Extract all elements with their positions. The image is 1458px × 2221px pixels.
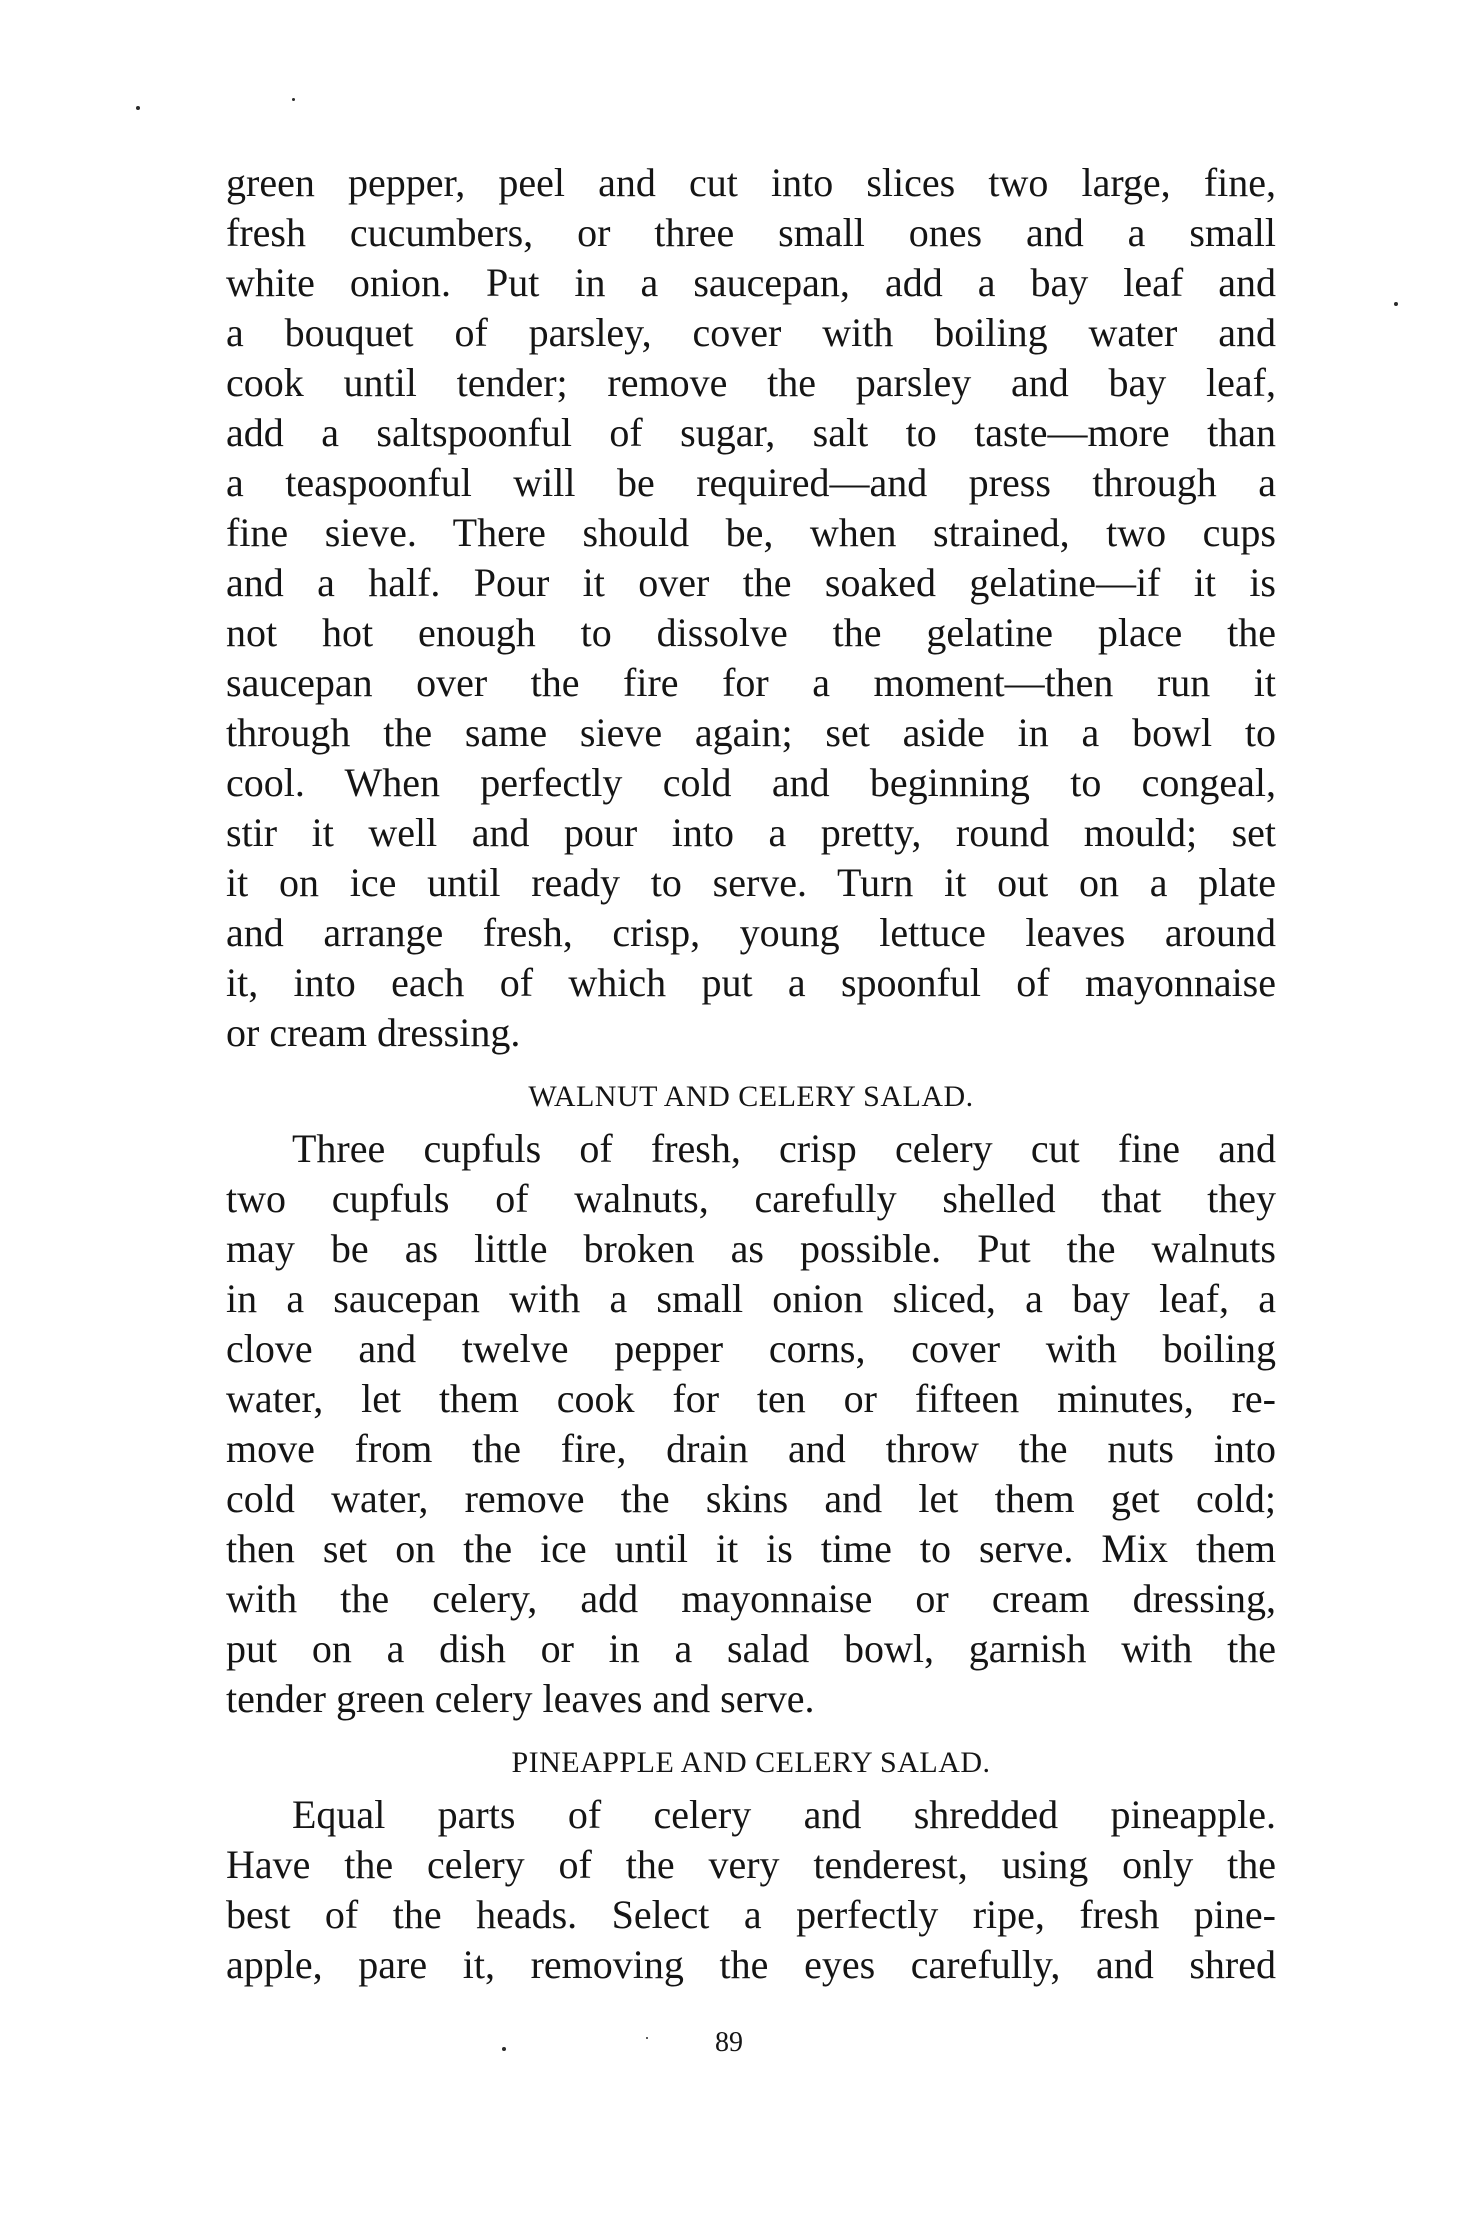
- text-line: then set on the ice until it is time to serve. Mix them: [226, 1526, 1276, 1571]
- text-line: and arrange fresh, crisp, young lettuce leaves around: [226, 910, 1276, 955]
- text-line: white onion. Put in a saucepan, add a bay leaf and: [226, 260, 1276, 305]
- text-line: tender green celery leaves and serve.: [226, 1676, 815, 1721]
- text-line: best of the heads. Select a perfectly ripe, fresh pine-: [226, 1892, 1276, 1937]
- text-line: fine sieve. There should be, when strained, two cups: [226, 510, 1276, 555]
- scan-speck: [136, 106, 140, 110]
- text-line: and a half. Pour it over the soaked gelatine—if it is: [226, 560, 1276, 605]
- text-line: water, let them cook for ten or fifteen minutes, re-: [226, 1376, 1276, 1421]
- paragraph-pineapple-celery-salad: [226, 1790, 1276, 1990]
- text-line: stir it well and pour into a pretty, round mould; set: [226, 810, 1276, 855]
- text-line: add a saltspoonful of sugar, salt to taste—more than: [226, 410, 1276, 455]
- text-line: cool. When perfectly cold and beginning to congeal,: [226, 760, 1276, 805]
- text-line: fresh cucumbers, or three small ones and a small: [226, 210, 1276, 255]
- paragraph-cucumber-jelly: [226, 158, 1276, 1058]
- text-line: clove and twelve pepper corns, cover with boiling: [226, 1326, 1276, 1371]
- section-heading-pineapple-celery-salad: PINEAPPLE AND CELERY SALAD.: [511, 1746, 991, 1779]
- text-line: with the celery, add mayonnaise or cream dressing,: [226, 1576, 1276, 1621]
- text-line: Three cupfuls of fresh, crisp celery cut fine and: [292, 1126, 1276, 1171]
- text-line: through the same sieve again; set aside in a bowl to: [226, 710, 1276, 755]
- text-line: put on a dish or in a salad bowl, garnish with the: [226, 1626, 1276, 1671]
- scan-speck: [1394, 302, 1398, 306]
- paragraph-walnut-celery-salad: [226, 1124, 1276, 1724]
- text-line: it, into each of which put a spoonful of mayonnaise: [226, 960, 1276, 1005]
- page-number: 89: [715, 2027, 743, 2058]
- text-line: saucepan over the fire for a moment—then run it: [226, 660, 1276, 705]
- text-line: a teaspoonful will be required—and press through a: [226, 460, 1276, 505]
- text-line: in a saucepan with a small onion sliced, a bay leaf, a: [226, 1276, 1276, 1321]
- text-line: move from the fire, drain and throw the nuts into: [226, 1426, 1276, 1471]
- scan-speck: [292, 98, 295, 101]
- text-line: cook until tender; remove the parsley and bay leaf,: [226, 360, 1276, 405]
- text-line: apple, pare it, removing the eyes carefully, and shred: [226, 1942, 1276, 1987]
- text-line: cold water, remove the skins and let them get cold;: [226, 1476, 1276, 1521]
- text-line: two cupfuls of walnuts, carefully shelled that they: [226, 1176, 1276, 1221]
- text-line: not hot enough to dissolve the gelatine place the: [226, 610, 1276, 655]
- text-line: a bouquet of parsley, cover with boiling water and: [226, 310, 1276, 355]
- text-line: it on ice until ready to serve. Turn it out on a plate: [226, 860, 1276, 905]
- text-line: Have the celery of the very tenderest, using only the: [226, 1842, 1276, 1887]
- text-line: may be as little broken as possible. Put the walnuts: [226, 1226, 1276, 1271]
- text-block: [226, 158, 1276, 1990]
- text-line: or cream dressing.: [226, 1010, 521, 1055]
- text-line: green pepper, peel and cut into slices two large, fine,: [226, 160, 1276, 205]
- section-heading-walnut-celery-salad: WALNUT AND CELERY SALAD.: [528, 1080, 974, 1113]
- text-line: Equal parts of celery and shredded pineapple.: [292, 1792, 1276, 1837]
